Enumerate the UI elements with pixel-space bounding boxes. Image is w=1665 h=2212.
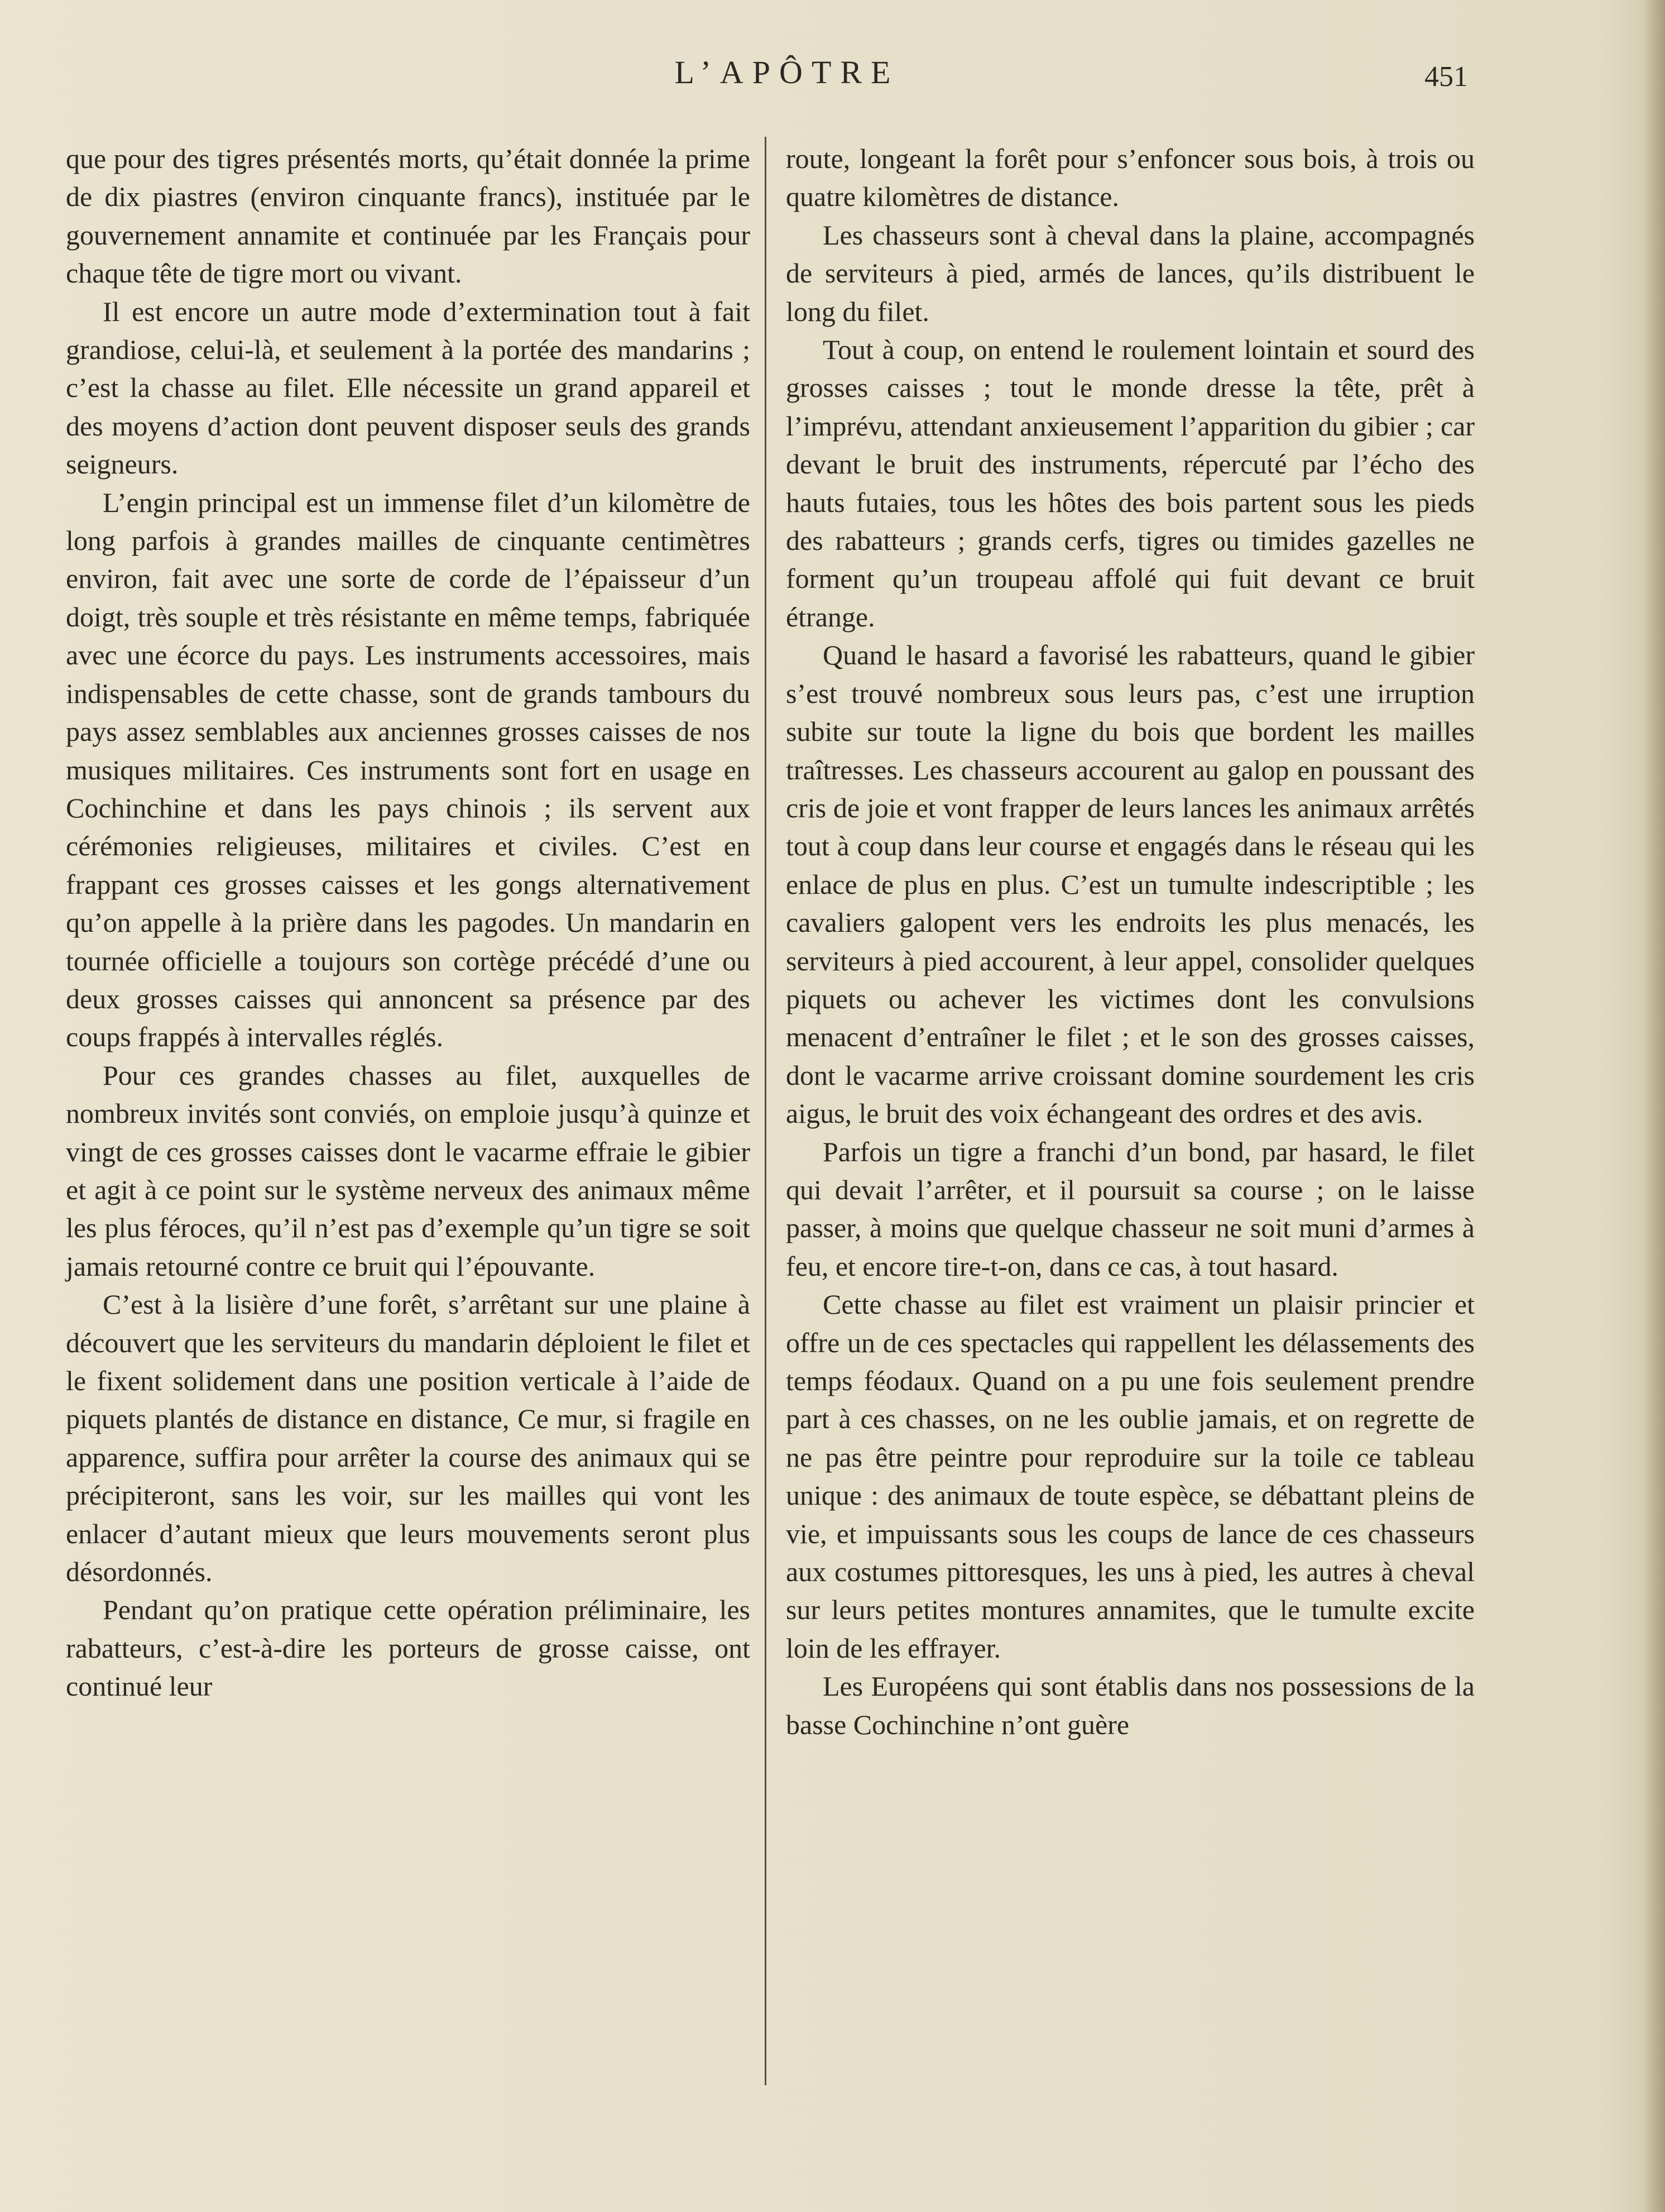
paragraph: C’est à la lisière d’une forêt, s’arrêtant sur une plaine à découvert que les serviteurs du mandarin déploient le filet et le fixent solidement dans une position verticale à l’aide de piquets plantés de distance en distance, Ce mur, si fragile en apparence, suffira pour arrêter la course des animaux qui se précipiteront, sans les voir, sur les mailles qui vont les enlacer d’autant mieux que leurs mouvements seront plus désordonnés.	[66, 1289, 750, 1588]
paragraph: route, longeant la forêt pour s’enfoncer sous bois, à trois ou quatre kilomètres de distance.	[786, 143, 1475, 213]
right-column	[786, 140, 1475, 1744]
paragraph: Pour ces grandes chasses au filet, auxquelles de nombreux invités sont conviés, on emploie jusqu’à quinze et vingt de ces grosses caisses dont le vacarme effraie le gibier et agit à ce point sur le système nerveux des animaux même les plus féroces, qu’il n’est pas d’exemple qu’un tigre se soit jamais retourné contre ce bruit qui l’épouvante.	[66, 1059, 750, 1282]
running-title: L’APÔTRE	[674, 54, 900, 90]
paragraph: L’engin principal est un immense filet d’un kilomètre de long parfois à grandes mailles de cinquante centimètres environ, fait avec une sorte de corde de l’épaisseur d’un doigt, très souple et très résistante en même temps, fabriquée avec une écorce du pays. Les instruments accessoires, mais indispensables de cette chasse, sont de grands tambours du pays assez semblables aux anciennes grosses caisses de nos musiques militaires. Ces instruments sont fort en usage en Cochinchine et dans les pays chinois ; ils servent aux cérémonies religieuses, militaires et civiles. C’est en frappant ces grosses caisses et les gongs alternativement qu’on appelle à la prière dans les pagodes. Un mandarin en tournée officielle a toujours son cortège précédé d’une ou deux grosses caisses qui annoncent sa présence par des coups frappés à intervalles réglés.	[66, 486, 750, 1053]
page-edge-shadow	[1643, 0, 1665, 2212]
paragraph: Les Européens qui sont établis dans nos possessions de la basse Cochinchine n’ont guère	[786, 1670, 1475, 1740]
paragraph: Tout à coup, on entend le roulement lointain et sourd des grosses caisses ; tout le monde dresse la tête, prêt à l’imprévu, attendant anxieusement l’apparition du gibier ; car devant le bruit des instruments, répercuté par l’écho des hauts futaies, tous les hôtes des bois partent sous les pieds des rabatteurs ; grands cerfs, tigres ou timides gazelles ne forment qu’un troupeau affolé qui fuit devant ce bruit étrange.	[786, 334, 1475, 633]
paragraph: Cette chasse au filet est vraiment un plaisir princier et offre un de ces spectacles qui rappellent les délassements des temps féodaux. Quand on a pu une fois seulement prendre part à ces chasses, on ne les oublie jamais, et on regrette de ne pas être peintre pour reproduire sur la toile ce tableau unique : des animaux de toute espèce, se débattant pleins de vie, et impuissants sous les coups de lance de ces chasseurs aux costumes pittoresques, les uns à pied, les autres à cheval sur leurs petites montures annamites, que le tumulte excite loin de les effrayer.	[786, 1289, 1475, 1664]
left-column	[66, 140, 750, 1706]
column-divider	[765, 137, 766, 2085]
paragraph: Il est encore un autre mode d’extermination tout à fait grandiose, celui-là, et seulement à la portée des mandarins ; c’est la chasse au filet. Elle nécessite un grand appareil et des moyens d’action dont peuvent disposer seuls des grands seigneurs.	[66, 295, 750, 480]
running-head	[0, 54, 1665, 98]
paragraph: Pendant qu’on pratique cette opération préliminaire, les rabatteurs, c’est-à-dire les porteurs de grosse caisse, ont continué leur	[66, 1594, 750, 1702]
paragraph: que pour des tigres présentés morts, qu’était donnée la prime de dix piastres (environ cinquante francs), instituée par le gouvernement annamite et continuée par les Français pour chaque tête de tigre mort ou vivant.	[66, 143, 750, 289]
paragraph: Les chasseurs sont à cheval dans la plaine, accompagnés de serviteurs à pied, armés de lances, qu’ils distribuent le long du filet.	[786, 219, 1475, 327]
paragraph: Quand le hasard a favorisé les rabatteurs, quand le gibier s’est trouvé nombreux sous leurs pas, c’est une irruption subite sur toute la ligne du bois que bordent les mailles traîtresses. Les chasseurs accourent au galop en poussant des cris de joie et vont frapper de leurs lances les animaux arrêtés tout à coup dans leur course et engagés dans le réseau qui les enlace de plus en plus. C’est un tumulte indescriptible ; les cavaliers galopent vers les endroits les plus menacés, les serviteurs à pied accourent, à leur appel, consolider quelques piquets ou achever les victimes dont les convulsions menacent d’entraîner le filet ; et le son des grosses caisses, dont le vacarme arrive croissant domine sourdement les cris aigus, le bruit des voix échangeant des ordres et des avis.	[786, 639, 1475, 1129]
page-number: 451	[1424, 61, 1468, 93]
paragraph: Parfois un tigre a franchi d’un bond, par hasard, le filet qui devait l’arrêter, et il poursuit sa course ; on le laisse passer, à moins que quelque chasseur ne soit muni d’armes à feu, et encore tire-t-on, dans ce cas, à tout hasard.	[786, 1136, 1475, 1282]
